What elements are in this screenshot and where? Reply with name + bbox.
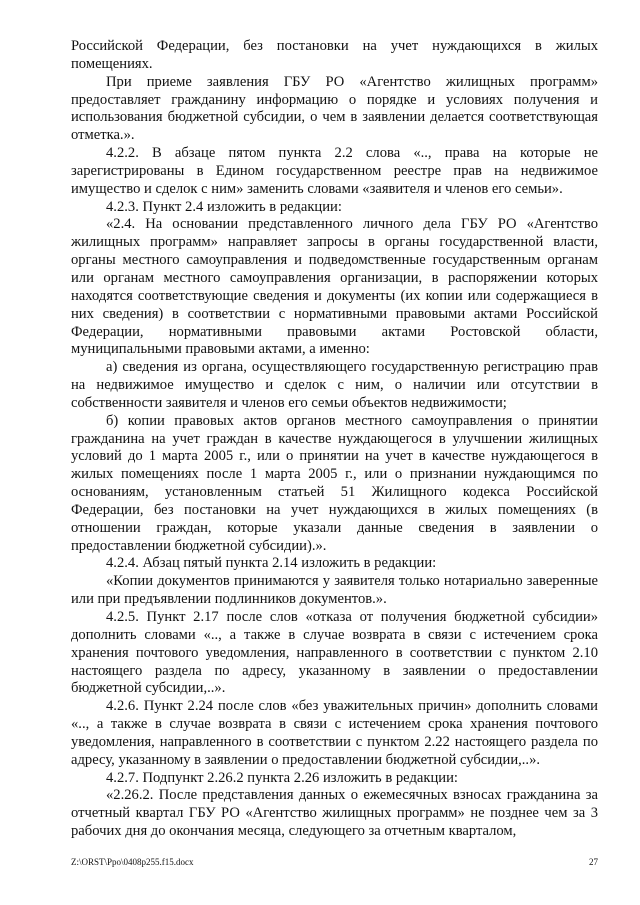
paragraph: «Копии документов принимаются у заявителя только нотариально заверенные или при предъявлении подлинников документов.».: [71, 573, 598, 608]
paragraph: «2.26.2. После представления данных о ежемесячных взносах гражданина за отчетный квартал ГБУ РО «Агентство жилищных программ» не позднее чем за 3 рабочих дня до окончания месяца, следующего за отчетным кварталом,: [71, 787, 598, 840]
paragraph: а) сведения из органа, осуществляющего государственную регистрацию прав на недвижимое имущество и сделок с ним, о наличии или отсутствии в собственности заявителя и членов его семьи объектов недвижимости;: [71, 359, 598, 411]
paragraph: «2.4. На основании представленного личного дела ГБУ РО «Агентство жилищных программ» направляет запросы в органы государственной власти, органы местного самоуправления и подведомственные государственным органам или органам местного самоуправления организации, в распоряжении которых находятся соответствующие сведения и документы (их копии или содержащиеся в них сведения) в соответствии с нормативными правовыми актами Российской Федерации, нормативными правовыми актами Ростовской области, муниципальными правовыми актами, а именно:: [71, 216, 598, 358]
paragraph: 4.2.4. Абзац пятый пункта 2.14 изложить в редакции:: [106, 555, 437, 572]
paragraph: б) копии правовых актов органов местного самоуправления о принятии гражданина на учет граждан в качестве нуждающегося в улучшении жилищных условий до 1 марта 2005 г., или о принятии на учет в качестве нуждающегося в жилых помещениях после 1 марта 2005 г., или о признании нуждающимся по основаниям, установленным статьей 51 Жилищного кодекса Российской Федерации, без постановки на учет нуждающихся в жилых помещениях (в отношении граждан, которые указали данные сведения в заявлении о предоставлении бюджетной субсидии).».: [71, 412, 598, 554]
page-number: 27: [589, 857, 598, 867]
paragraph: 4.2.5. Пункт 2.17 после слов «отказа от получения бюджетной субсидии» дополнить словами «.., а также в случае возврата в связи с истечением срока хранения почтового уведомления, направленного в соответствии с пунктом 2.10 настоящего раздела по адресу, указанному в заявлении о предоставлении бюджетной субсидии,..».: [71, 609, 598, 697]
document-body: [71, 38, 598, 841]
paragraph: 4.2.2. В абзаце пятом пункта 2.2 слова «.., права на которые не зарегистрированы в Едином государственном реестре прав на недвижимое имущество и сделок с ним» заменить словами «заявителя и членов его семьи».: [71, 145, 598, 197]
paragraph: Российской Федерации, без постановки на учет нуждающихся в жилых помещениях.: [71, 38, 598, 72]
paragraph: При приеме заявления ГБУ РО «Агентство жилищных программ» предоставляет гражданину информацию о порядке и условиях получения и использования бюджетной субсидии, о чем в заявлении делается соответствующая отметка.».: [71, 73, 598, 144]
footer-file-path: Z:\ORST\Ppo\0408p255.f15.docx: [71, 857, 194, 867]
paragraph: 4.2.6. Пункт 2.24 после слов «без уважительных причин» дополнить словами «.., а также в случае возврата в связи с истечением срока хранения почтового уведомления, направленного в соответствии с пунктом 2.22 настоящего раздела по адресу, указанному в заявлении о предоставлении бюджетной субсидии,..».: [71, 698, 598, 768]
paragraph: 4.2.7. Подпункт 2.26.2 пункта 2.26 изложить в редакции:: [106, 769, 458, 786]
paragraph: 4.2.3. Пункт 2.4 изложить в редакции:: [106, 198, 342, 215]
